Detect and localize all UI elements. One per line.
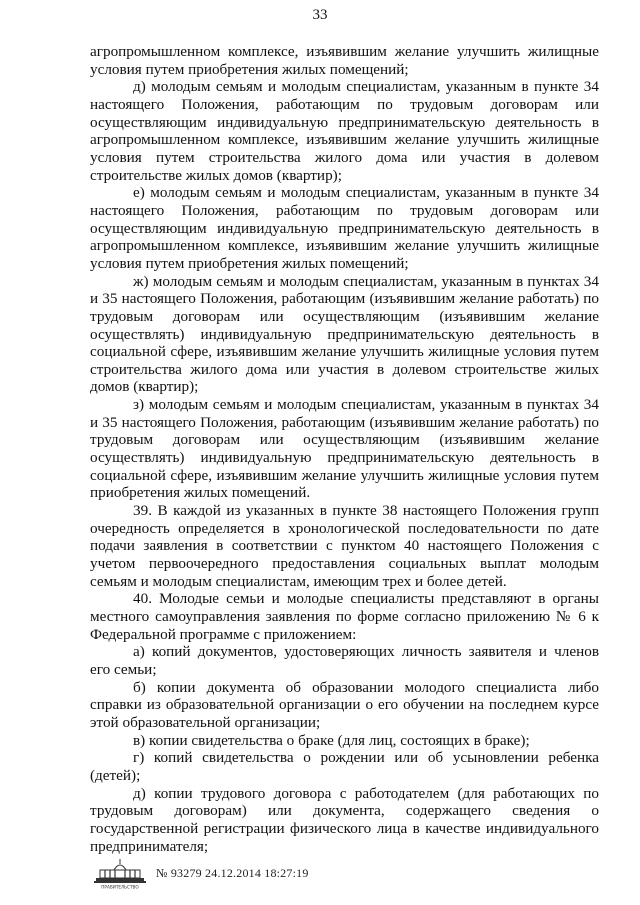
document-body <box>90 43 599 855</box>
paragraph: агропромышленном комплексе, изъявившим желание улучшить жилищные условия путем приобретения жилых помещений; <box>90 43 599 78</box>
paragraph: б) копии документа об образовании молодого специалиста либо справки из образовательной организации о его обучении на последнем курсе этой образовательной организации; <box>90 678 599 731</box>
document-footer <box>90 855 309 891</box>
page-number: 33 <box>312 7 328 23</box>
paragraph: в) копии свидетельства о браке (для лиц, состоящих в браке); <box>133 731 530 749</box>
government-building-logo-icon <box>90 856 150 890</box>
paragraph: з) молодым семьям и молодым специалистам, указанным в пунктах 34 и 35 настоящего Положения, работающим (изъявившим желание работать) по трудовым договорам или осуществляющим (изъявившим желание осуществлять) индивидуальную предпринимательскую деятельность в социальной сфере, изъявившим желание улучшить жилищные условия путем приобретения жилых помещений. <box>90 396 599 502</box>
paragraph: г) копий свидетельства о рождении или об усыновлении ребенка (детей); <box>90 749 599 784</box>
paragraph: д) молодым семьям и молодым специалистам, указанным в пункте 34 настоящего Положения, работающим по трудовым договорам или осуществляющим индивидуальную предпринимательскую деятельность в агропромышленном комплексе, изъявившим желание улучшить жилищные условия путем строительства жилого дома или участия в долевом строительстве жилых домов (квартир); <box>90 78 599 184</box>
paragraph: 40. Молодые семьи и молодые специалисты представляют в органы местного самоуправления заявления по форме согласно приложению № 6 к Федеральной программе с приложением: <box>90 590 599 643</box>
paragraph: е) молодым семьям и молодым специалистам, указанным в пункте 34 настоящего Положения, работающим по трудовым договорам или осуществляющим индивидуальную предпринимательскую деятельность в агропромышленном комплексе, изъявившим желание улучшить жилищные условия путем приобретения жилых помещений; <box>90 184 599 272</box>
logo-caption: ПРАВИТЕЛЬСТВО <box>101 884 139 890</box>
document-stamp: № 93279 24.12.2014 18:27:19 <box>156 865 309 880</box>
paragraph: ж) молодым семьям и молодым специалистам, указанным в пунктах 34 и 35 настоящего Положения, работающим (изъявившим желание работать) по трудовым договорам или осуществляющим (изъявившим желание осуществлять) индивидуальную предпринимательскую деятельность в социальной сфере, изъявившим желание улучшить жилищные условия путем строительства жилого дома или участия в долевом строительстве жилых домов (квартир); <box>90 272 599 396</box>
paragraph: 39. В каждой из указанных в пункте 38 настоящего Положения групп очередность определяется в хронологической последовательности по дате подачи заявления в соответствии с пунктом 40 настоящего Положения с учетом первоочередного предоставления социальных выплат молодым семьям и молодым специалистам, имеющим трех и более детей. <box>90 502 599 590</box>
paragraph: а) копий документов, удостоверяющих личность заявителя и членов его семьи; <box>90 643 599 678</box>
paragraph: д) копии трудового договора с работодателем (для работающих по трудовым договорам) или документа, содержащего сведения о государственной регистрации физического лица в качестве индивидуального предпринимателя; <box>90 784 599 855</box>
